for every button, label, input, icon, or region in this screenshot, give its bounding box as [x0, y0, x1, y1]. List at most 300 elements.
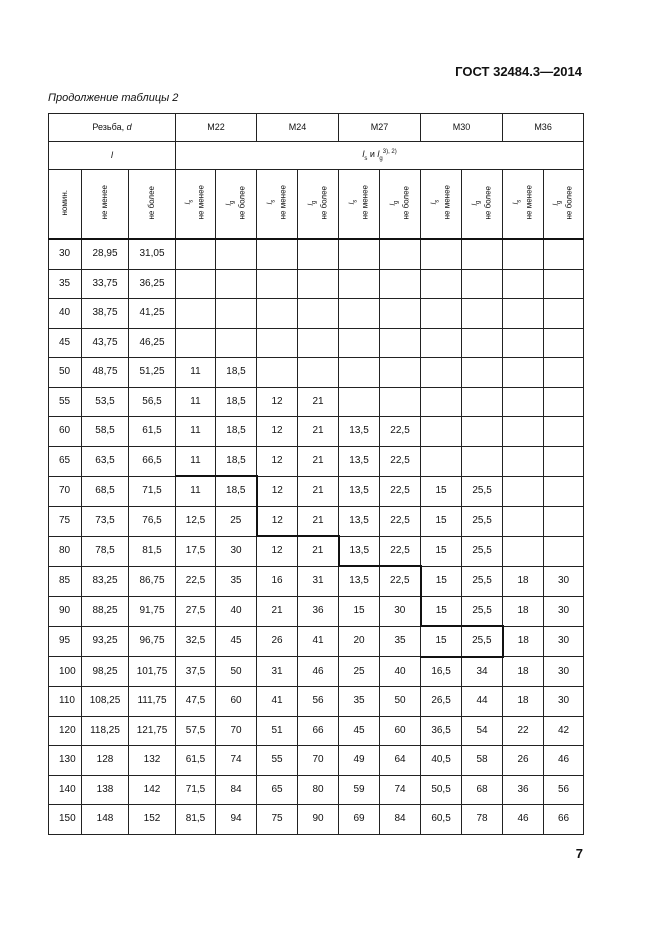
table-cell: 36,25 [129, 269, 176, 299]
table-row [49, 687, 584, 717]
table-cell [216, 269, 257, 299]
table-cell: 33,75 [82, 269, 129, 299]
table-cell [503, 506, 544, 536]
table-cell: 53,5 [82, 387, 129, 417]
table-cell [216, 328, 257, 358]
table-cell [462, 358, 503, 388]
table-cell [503, 387, 544, 417]
table-cell [339, 269, 380, 299]
table-cell: 36 [503, 775, 544, 805]
table-cell [421, 269, 462, 299]
table-cell: 31 [257, 657, 298, 687]
table-cell: 40 [49, 299, 82, 329]
table-cell: 57,5 [176, 716, 216, 746]
header-row-threads [49, 114, 584, 142]
ls-min-header: $l_s$ не менее [503, 170, 544, 240]
lg-max-header: $l_g$ не более [216, 170, 257, 240]
table-cell: 25,5 [462, 506, 503, 536]
table-cell [544, 446, 584, 476]
table-cell: 98,25 [82, 657, 129, 687]
table-cell: 66 [544, 805, 584, 835]
table-cell: 41 [298, 626, 339, 657]
table-cell: 60 [380, 716, 421, 746]
table-cell [298, 299, 339, 329]
table-cell [421, 387, 462, 417]
table-cell: 51 [257, 716, 298, 746]
table-cell: 11 [176, 417, 216, 447]
table-row [49, 775, 584, 805]
table-cell: 81,5 [176, 805, 216, 835]
table-cell: 25,5 [462, 476, 503, 506]
table-cell: 21 [298, 417, 339, 447]
table-cell: 46,25 [129, 328, 176, 358]
table-cell: 132 [129, 746, 176, 776]
table-cell: 59 [339, 775, 380, 805]
table-cell: 35 [380, 626, 421, 657]
table-cell [339, 239, 380, 269]
table-cell [380, 269, 421, 299]
table-cell: 118,25 [82, 716, 129, 746]
table-cell [380, 387, 421, 417]
table-cell [421, 239, 462, 269]
table-cell [216, 239, 257, 269]
table-cell: 25 [339, 657, 380, 687]
table-cell: 47,5 [176, 687, 216, 717]
table-cell: 25,5 [462, 596, 503, 626]
table-cell: 41,25 [129, 299, 176, 329]
ls-min-header: $l_s$ не менее [339, 170, 380, 240]
table-cell: 152 [129, 805, 176, 835]
table-cell: 43,75 [82, 328, 129, 358]
size-header-m24: M24 [257, 114, 339, 142]
table-cell: 60,5 [421, 805, 462, 835]
table-cell: 30 [544, 596, 584, 626]
table-cell: 13,5 [339, 476, 380, 506]
lg-max-header: $l_g$ не более [462, 170, 503, 240]
table-caption: Продолжение таблицы 2 [48, 92, 179, 104]
table-cell: 26,5 [421, 687, 462, 717]
table-cell [257, 269, 298, 299]
table-cell: 140 [49, 775, 82, 805]
table-cell: 73,5 [82, 506, 129, 536]
table-cell [544, 387, 584, 417]
table-cell: 78,5 [82, 536, 129, 566]
table-cell: 74 [216, 746, 257, 776]
table-row [49, 417, 584, 447]
table-cell [544, 328, 584, 358]
table-cell: 21 [298, 476, 339, 506]
table-cell: 22,5 [380, 536, 421, 566]
table-cell: 13,5 [339, 536, 380, 566]
size-header-m36: M36 [503, 114, 584, 142]
nominal-header: номин. [49, 170, 82, 240]
table-cell [257, 239, 298, 269]
table-cell: 12,5 [176, 506, 216, 536]
table-cell: 61,5 [176, 746, 216, 776]
table-cell [503, 446, 544, 476]
table-cell: 16 [257, 566, 298, 596]
table-cell: 30 [544, 687, 584, 717]
table-cell: 108,25 [82, 687, 129, 717]
table-cell [462, 269, 503, 299]
table-cell: 31 [298, 566, 339, 596]
table-cell: 15 [421, 596, 462, 626]
table-cell: 78 [462, 805, 503, 835]
table-cell [503, 328, 544, 358]
table-cell: 38,75 [82, 299, 129, 329]
table-cell [544, 506, 584, 536]
table-row [49, 358, 584, 388]
table-cell: 63,5 [82, 446, 129, 476]
ls-min-header: $l_s$ не менее [257, 170, 298, 240]
header-row-subcolumns [49, 170, 584, 240]
table-cell [421, 299, 462, 329]
table-cell: 16,5 [421, 657, 462, 687]
table-cell: 21 [298, 536, 339, 566]
table-cell: 21 [298, 387, 339, 417]
table-cell: 13,5 [339, 566, 380, 596]
table-cell: 21 [298, 446, 339, 476]
table-cell: 54 [462, 716, 503, 746]
table-cell: 50 [49, 358, 82, 388]
table-cell: 18 [503, 657, 544, 687]
table-cell: 30 [544, 566, 584, 596]
table-cell [176, 299, 216, 329]
table-cell: 21 [298, 506, 339, 536]
table-cell [544, 358, 584, 388]
table-cell: 15 [339, 596, 380, 626]
table-cell [339, 328, 380, 358]
table-cell [339, 387, 380, 417]
table-row [49, 476, 584, 506]
table-cell: 18,5 [216, 446, 257, 476]
table-cell: 101,75 [129, 657, 176, 687]
table-cell [462, 299, 503, 329]
table-cell: 25,5 [462, 566, 503, 596]
table-row [49, 299, 584, 329]
table-cell [298, 269, 339, 299]
table-cell: 110 [49, 687, 82, 717]
table-cell: 71,5 [129, 476, 176, 506]
table-cell: 80 [49, 536, 82, 566]
lg-max-header: $l_g$ не более [544, 170, 584, 240]
table-cell: 91,75 [129, 596, 176, 626]
table-cell: 75 [257, 805, 298, 835]
table-cell: 25 [216, 506, 257, 536]
table-cell: 83,25 [82, 566, 129, 596]
table-cell [257, 358, 298, 388]
size-header-m27: M27 [339, 114, 421, 142]
table-row [49, 446, 584, 476]
table-row [49, 536, 584, 566]
table-cell [421, 417, 462, 447]
table-cell: 44 [462, 687, 503, 717]
table-cell: 11 [176, 387, 216, 417]
table-cell: 84 [380, 805, 421, 835]
table-cell: 35 [216, 566, 257, 596]
table-cell: 25,5 [462, 626, 503, 657]
table-row [49, 746, 584, 776]
table-cell: 56 [544, 775, 584, 805]
table-cell: 41 [257, 687, 298, 717]
table-cell: 138 [82, 775, 129, 805]
table-cell: 15 [421, 476, 462, 506]
table-cell: 13,5 [339, 446, 380, 476]
table-cell: 15 [421, 626, 462, 657]
table-cell: 48,75 [82, 358, 129, 388]
table-cell [544, 299, 584, 329]
lg-max-header: $l_g$ не более [380, 170, 421, 240]
table-cell: 37,5 [176, 657, 216, 687]
table-cell: 36 [298, 596, 339, 626]
table-cell: 22 [503, 716, 544, 746]
table-cell: 15 [421, 506, 462, 536]
standard-number: ГОСТ 32484.3—2014 [455, 64, 582, 79]
table-cell: 130 [49, 746, 82, 776]
table-cell: 27,5 [176, 596, 216, 626]
table-row [49, 269, 584, 299]
table-cell: 17,5 [176, 536, 216, 566]
table-cell: 12 [257, 417, 298, 447]
table-cell: 55 [257, 746, 298, 776]
table-cell: 58 [462, 746, 503, 776]
table-cell [503, 536, 544, 566]
table-cell [380, 358, 421, 388]
table-cell [421, 328, 462, 358]
table-cell [176, 239, 216, 269]
table-cell [503, 358, 544, 388]
table-cell [503, 299, 544, 329]
table-cell: 11 [176, 476, 216, 506]
table-row [49, 566, 584, 596]
header-row-lengths [49, 142, 584, 170]
table-cell: 22,5 [176, 566, 216, 596]
table-cell [380, 299, 421, 329]
table-cell [544, 417, 584, 447]
table-cell [298, 239, 339, 269]
table-cell: 56 [298, 687, 339, 717]
table-cell: 111,75 [129, 687, 176, 717]
table-cell: 90 [49, 596, 82, 626]
table-row [49, 506, 584, 536]
table-cell [339, 358, 380, 388]
table-cell: 15 [421, 536, 462, 566]
table-cell: 18 [503, 596, 544, 626]
table-cell [462, 239, 503, 269]
table-row [49, 387, 584, 417]
table-cell: 12 [257, 476, 298, 506]
table-cell [544, 239, 584, 269]
table-cell: 50 [380, 687, 421, 717]
table-cell: 11 [176, 358, 216, 388]
table-cell: 34 [462, 657, 503, 687]
table-cell: 88,25 [82, 596, 129, 626]
table-cell: 74 [380, 775, 421, 805]
table-cell [380, 328, 421, 358]
table-cell: 66,5 [129, 446, 176, 476]
table-cell: 22,5 [380, 417, 421, 447]
ls-min-header: $l_s$ не менее [421, 170, 462, 240]
table-cell: 100 [49, 657, 82, 687]
table-cell: 76,5 [129, 506, 176, 536]
table-cell: 70 [49, 476, 82, 506]
table-cell: 42 [544, 716, 584, 746]
table-cell: 51,25 [129, 358, 176, 388]
table-cell: 81,5 [129, 536, 176, 566]
table-cell [257, 299, 298, 329]
table-cell: 18,5 [216, 387, 257, 417]
table-cell: 12 [257, 536, 298, 566]
table-cell: 65 [49, 446, 82, 476]
dimensions-table [48, 113, 584, 835]
table-cell: 64 [380, 746, 421, 776]
table-cell: 22,5 [380, 476, 421, 506]
table-cell: 50,5 [421, 775, 462, 805]
table-cell: 86,75 [129, 566, 176, 596]
table-cell: 55 [49, 387, 82, 417]
table-row [49, 657, 584, 687]
table-cell: 18 [503, 566, 544, 596]
table-cell: 22,5 [380, 446, 421, 476]
table-cell: 46 [503, 805, 544, 835]
table-cell [462, 328, 503, 358]
table-cell: 40 [380, 657, 421, 687]
table-cell [503, 476, 544, 506]
table-cell: 128 [82, 746, 129, 776]
table-cell: 68 [462, 775, 503, 805]
table-cell [421, 358, 462, 388]
table-cell: 12 [257, 506, 298, 536]
table-cell: 95 [49, 626, 82, 657]
table-cell: 30 [380, 596, 421, 626]
table-cell [298, 358, 339, 388]
table-row [49, 805, 584, 835]
table-cell: 22,5 [380, 506, 421, 536]
table-cell: 49 [339, 746, 380, 776]
table-cell: 11 [176, 446, 216, 476]
table-cell: 120 [49, 716, 82, 746]
l-header-cell: l [49, 142, 176, 170]
table-row [49, 596, 584, 626]
table-cell [544, 269, 584, 299]
table-cell: 46 [298, 657, 339, 687]
table-cell [216, 299, 257, 329]
table-cell: 12 [257, 446, 298, 476]
table-cell: 35 [339, 687, 380, 717]
table-cell: 36,5 [421, 716, 462, 746]
table-cell: 30 [544, 657, 584, 687]
table-row [49, 239, 584, 269]
table-cell: 45 [339, 716, 380, 746]
table-cell [298, 328, 339, 358]
table-cell: 121,75 [129, 716, 176, 746]
table-cell: 15 [421, 566, 462, 596]
table-cell: 150 [49, 805, 82, 835]
table-cell: 40 [216, 596, 257, 626]
table-cell: 66 [298, 716, 339, 746]
table-cell [339, 299, 380, 329]
table-cell: 28,95 [82, 239, 129, 269]
table-cell [544, 476, 584, 506]
table-cell [503, 417, 544, 447]
table-cell: 70 [298, 746, 339, 776]
table-cell: 45 [216, 626, 257, 657]
size-header-m30: M30 [421, 114, 503, 142]
table-cell: 46 [544, 746, 584, 776]
table-cell: 26 [503, 746, 544, 776]
table-cell: 30 [544, 626, 584, 657]
table-cell: 96,75 [129, 626, 176, 657]
table-cell: 60 [216, 687, 257, 717]
table-cell [257, 328, 298, 358]
table-cell: 31,05 [129, 239, 176, 269]
min-header: не менее [82, 170, 129, 240]
table-cell: 30 [49, 239, 82, 269]
table-cell: 68,5 [82, 476, 129, 506]
table-cell [544, 536, 584, 566]
table-cell [176, 328, 216, 358]
table-cell: 32,5 [176, 626, 216, 657]
table-row [49, 716, 584, 746]
table-cell [462, 446, 503, 476]
table-cell: 35 [49, 269, 82, 299]
thread-header-cell: Резьба, d [49, 114, 176, 142]
table-cell: 18 [503, 626, 544, 657]
table-cell: 142 [129, 775, 176, 805]
table-cell: 71,5 [176, 775, 216, 805]
table-cell: 75 [49, 506, 82, 536]
table-cell: 80 [298, 775, 339, 805]
table-cell [503, 239, 544, 269]
table-row [49, 626, 584, 657]
table-cell: 13,5 [339, 506, 380, 536]
lg-max-header: $l_g$ не более [298, 170, 339, 240]
table-cell: 30 [216, 536, 257, 566]
table-cell: 50 [216, 657, 257, 687]
table-cell: 20 [339, 626, 380, 657]
table-cell: 85 [49, 566, 82, 596]
table-cell: 58,5 [82, 417, 129, 447]
table-cell [421, 446, 462, 476]
table-cell: 18,5 [216, 417, 257, 447]
table-cell: 61,5 [129, 417, 176, 447]
ls-min-header: $l_s$ не менее [176, 170, 216, 240]
table-cell: 26 [257, 626, 298, 657]
table-cell: 84 [216, 775, 257, 805]
table-cell: 40,5 [421, 746, 462, 776]
table-cell [176, 269, 216, 299]
table-cell: 70 [216, 716, 257, 746]
table-cell [380, 239, 421, 269]
table-cell: 12 [257, 387, 298, 417]
table-cell: 90 [298, 805, 339, 835]
table-cell: 69 [339, 805, 380, 835]
table-cell: 60 [49, 417, 82, 447]
size-header-m22: M22 [176, 114, 257, 142]
table-cell: 45 [49, 328, 82, 358]
table-cell: 18 [503, 687, 544, 717]
table-cell: 25,5 [462, 536, 503, 566]
table-cell: 18,5 [216, 358, 257, 388]
table-cell: 21 [257, 596, 298, 626]
table-cell [503, 269, 544, 299]
table-cell: 93,25 [82, 626, 129, 657]
max-header: не более [129, 170, 176, 240]
table-cell: 13,5 [339, 417, 380, 447]
table-cell: 56,5 [129, 387, 176, 417]
table-row [49, 328, 584, 358]
table-cell [462, 417, 503, 447]
